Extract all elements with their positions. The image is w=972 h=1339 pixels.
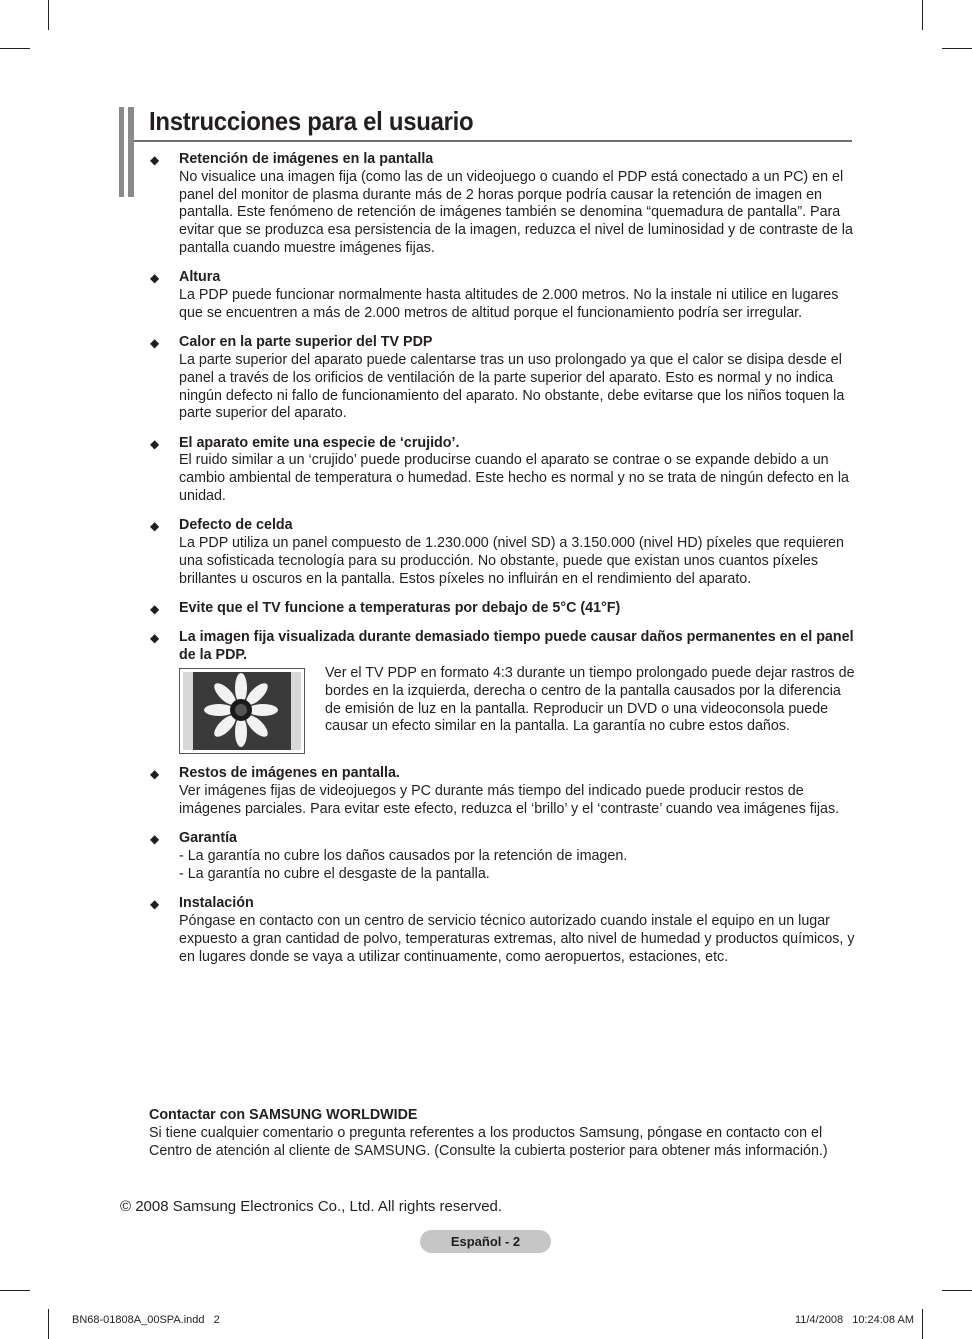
contact-section [149, 1107, 829, 1160]
list-item [150, 517, 855, 588]
instructions-list [150, 151, 855, 978]
list-item [150, 830, 855, 883]
title-accent-bar [119, 107, 124, 197]
crop-mark [48, 0, 49, 30]
diamond-bullet-icon: ◆ [150, 271, 160, 286]
footer-timestamp: 11/4/2008 10:24:08 AM [794, 1314, 914, 1326]
page-title: Instrucciones para el usuario [149, 106, 474, 136]
item-text: La PDP puede funcionar normalmente hasta altitudes de 2.000 metros. No la instale ni utilice en lugares que se encuentren a más de 2.000 metros de altitud porque el funcionamiento podría ser irregular. [179, 287, 839, 321]
title-underline [134, 140, 852, 142]
item-title: Calor en la parte superior del TV PDP [179, 334, 433, 351]
crop-mark [922, 0, 923, 30]
item-title: Garantía [179, 830, 238, 847]
figure-row [179, 665, 855, 754]
crop-mark [922, 1309, 923, 1339]
page-number-badge: Español - 2 [420, 1230, 551, 1253]
item-title: El aparato emite una especie de ‘crujido’. [179, 434, 460, 451]
list-item [150, 435, 855, 506]
list-item [150, 269, 855, 322]
diamond-bullet-icon: ◆ [150, 602, 160, 617]
item-text: Ver imágenes fijas de videojuegos y PC durante más tiempo del indicado puede producir restos de imágenes parciales. Para evitar este efecto, reduzca el ‘brillo’ y el ‘contraste’ cuando vea imágenes fijas. [179, 783, 840, 818]
item-text-line: - La garantía no cubre el desgaste de la pantalla. [179, 865, 490, 882]
list-item [150, 629, 855, 754]
contact-text: Si tiene cualquier comentario o pregunta referentes a los productos Samsung, póngase en contacto con el Centro de atención al cliente de SAMSUNG. (Consulte la cubierta posterior para obtener más información.) [149, 1124, 828, 1159]
diamond-bullet-icon: ◆ [150, 897, 160, 912]
item-text: Ver el TV PDP en formato 4:3 durante un tiempo prolongado puede dejar rastros de bordes en la izquierda, derecha o centro de la pantalla causados por la diferencia de emisión de luz en la pantalla. Reproducir un DVD o una videoconsola puede causar un efecto similar en la pantalla. La garantía no cubre estos daños. [325, 664, 855, 735]
list-item [150, 600, 855, 618]
title-accent-bar [128, 107, 134, 197]
item-title: Instalación [179, 895, 254, 912]
item-title: Defecto de celda [179, 517, 293, 534]
crop-mark [942, 1290, 972, 1291]
item-title: La imagen fija visualizada durante demasiado tiempo puede causar daños permanentes en el panel de la PDP. [179, 629, 854, 664]
item-text: La parte superior del aparato puede calentarse tras un uso prolongado ya que el calor se disipa desde el panel a través de los orificios de ventilación de la parte superior del aparato. Esto es normal y no indica ningún defecto ni fallo de funcionamiento del aparato. No obstante, debe evitarse que los niños toquen la parte superior del aparato. [179, 351, 845, 422]
copyright-notice: © 2008 Samsung Electronics Co., Ltd. All rights reserved. [120, 1198, 503, 1215]
diamond-bullet-icon: ◆ [150, 153, 160, 167]
list-item [150, 765, 855, 818]
diamond-bullet-icon: ◆ [150, 767, 160, 782]
flower-picture-icon [183, 672, 301, 750]
crop-mark [48, 1309, 49, 1339]
list-item [150, 895, 855, 966]
item-text: El ruido similar a un ‘crujido’ puede producirse cuando el aparato se contrae o se expande debido a un cambio ambiental de temperatura o humedad. Este hecho es normal y no se trata de ningún defecto en la unidad. [179, 452, 849, 505]
list-item [150, 334, 855, 423]
diamond-bullet-icon: ◆ [150, 631, 160, 646]
item-text: La PDP utiliza un panel compuesto de 1.230.000 (nivel SD) a 3.150.000 (nivel HD) píxeles que requieren una sofisticada tecnología para su producción. No obstante, puede que existan unos cuantos píxeles brillantes u oscuros en la pantalla. Estos píxeles no influirán en el rendimiento del aparato. [179, 535, 844, 587]
item-text: No visualice una imagen fija (como las de un videojuego o cuando el PDP está conectado a un PC) en el panel del monitor de plasma durante más de 2 horas porque podría causar la retención de imagen en pantalla. Este fenómeno de retención de imágenes también se denomina “quemadura de pantalla”. Para evitar que se produzca esa persistencia de la imagen, reduzca el nivel de luminosidad y de contraste de la pantalla cuando muestre imágenes fijas. [179, 168, 853, 256]
item-text-line: - La garantía no cubre los daños causados por la retención de imagen. [179, 848, 628, 865]
diamond-bullet-icon: ◆ [150, 832, 160, 847]
diamond-bullet-icon: ◆ [150, 519, 160, 534]
item-title: Evite que el TV funcione a temperaturas por debajo de 5°C (41°F) [179, 600, 621, 617]
item-title: Restos de imágenes en pantalla. [179, 765, 400, 782]
contact-title: Contactar con SAMSUNG WORLDWIDE [149, 1107, 418, 1123]
crop-mark [0, 48, 30, 49]
diamond-bullet-icon: ◆ [150, 436, 160, 451]
footer-filename: BN68-01808A_00SPA.indd 2 [72, 1314, 220, 1326]
list-item [150, 151, 855, 258]
crop-mark [0, 1290, 30, 1291]
crop-mark [942, 48, 972, 49]
flower-image [179, 668, 305, 754]
item-title: Retención de imágenes en la pantalla [179, 151, 434, 167]
item-title: Altura [179, 269, 221, 286]
diamond-bullet-icon: ◆ [150, 336, 160, 351]
item-text: Póngase en contacto con un centro de servicio técnico autorizado cuando instale el equipo en un lugar expuesto a gran cantidad de polvo, temperaturas extremas, alto nivel de humedad y productos químicos, y en lugares donde se vaya a utilizar continuamente, como aeropuertos, estaciones, etc. [179, 913, 855, 965]
